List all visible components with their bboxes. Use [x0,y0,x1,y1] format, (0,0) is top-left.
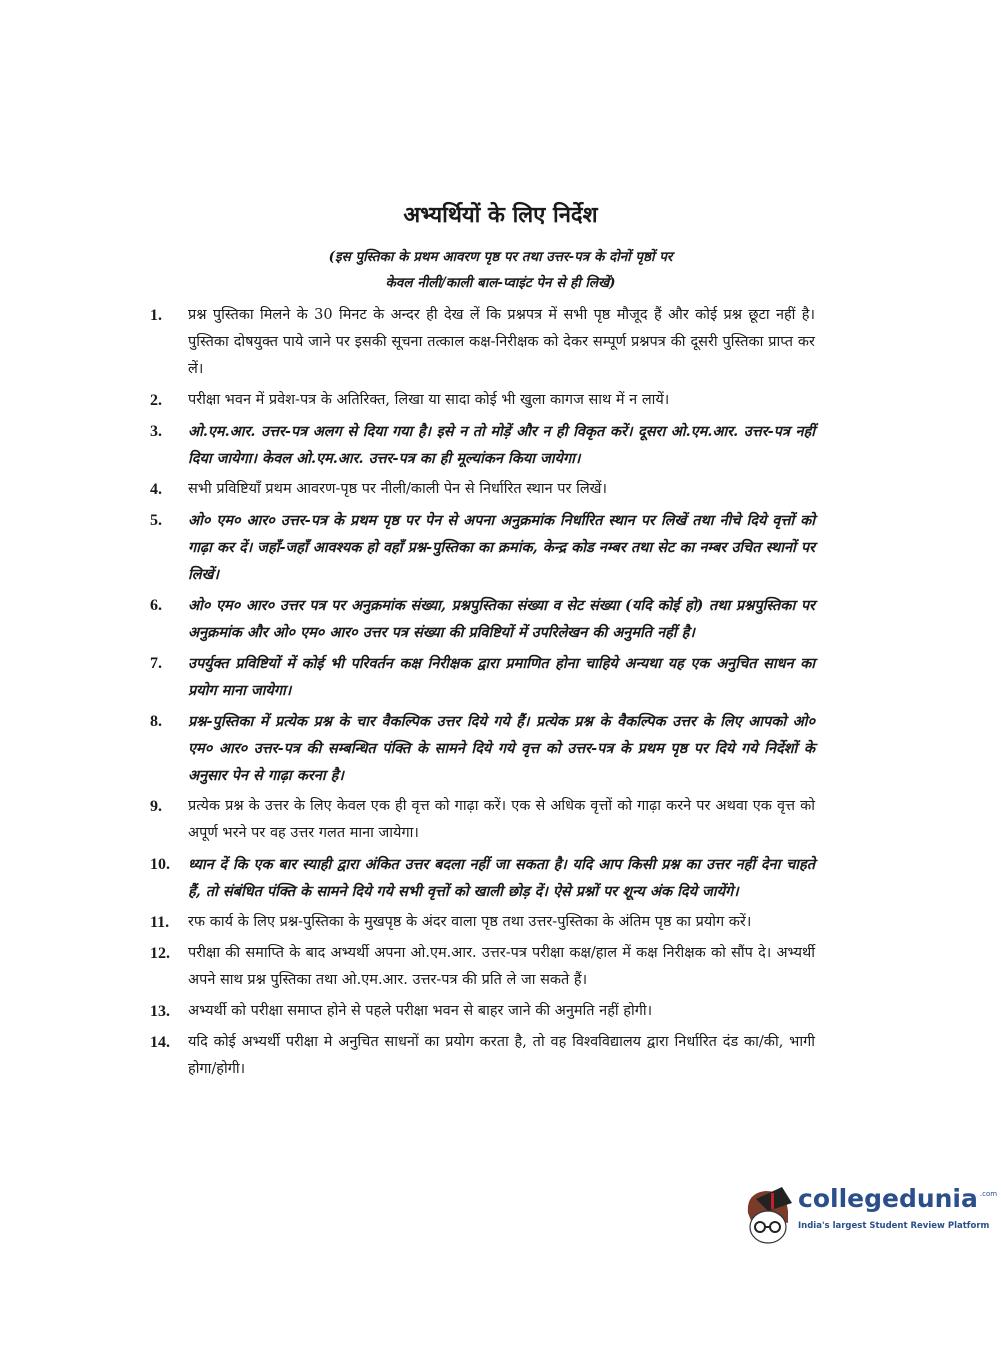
subtitle-line-1: (इस पुस्तिका के प्रथम आवरण पृष्ठ पर तथा उत्तर-पत्र के दोनों पृष्ठों पर [328,249,673,265]
instruction-item [150,851,815,905]
item-text: उपर्युक्त प्रविष्टियों में कोई भी परिवर्तन कक्ष निरीक्षक द्वारा प्रमाणित होना चाहिये अन्यथा यह एक अनुचित साधन का प्रयोग माना जायेगा। [188,655,815,699]
instruction-item [150,592,815,646]
mascot-icon [742,1183,794,1251]
item-text: परीक्षा की समाप्ति के बाद अभ्यर्थी अपना ओ.एम.आर. उत्तर-पत्र परीक्षा कक्ष/हाल में कक्ष निरीक्षक को सौंप दे। अभ्यर्थी अपने साथ प्रश्न पुस्तिका तथा ओ.एम.आर. उत्तर-पत्र की प्रति ले जा सकते हैं। [188,945,815,988]
logo-wordmark: collegedunia [798,1184,978,1213]
subtitle-line-2: केवल नीली/काली बाल-प्वाइंट पेन से ही लिखें) [385,275,616,291]
logo-text [798,1183,997,1233]
item-number: 11. [150,914,170,931]
item-text: परीक्षा भवन में प्रवेश-पत्र के अतिरिक्त, लिखा या सादा कोई भी खुला कागज साथ में न लायें। [188,392,670,408]
instruction-item [150,302,815,383]
item-text: अभ्यर्थी को परीक्षा समाप्त होने से पहले परीक्षा भवन से बाहर जाने की अनुमति नहीं होगी। [188,1003,653,1019]
instruction-item [150,507,815,588]
item-text: प्रश्न पुस्तिका मिलने के 30 मिनट के अन्दर ही देख लें कि प्रश्नपत्र में सभी पृष्ठ मौजूद हैं और कोई प्रश्न छूटा नहीं है। पुस्तिका दोषयुक्त पाये जाने पर इसकी सूचना तत्काल कक्ष-निरीक्षक को देकर सम्पूर्ण प्रश्नपत्र की दूसरी पुस्तिका प्राप्त कर लें। [188,307,815,377]
item-number: 4. [150,481,162,498]
item-number: 12. [150,945,170,962]
instruction-item [150,1029,815,1083]
logo-suffix: .com [979,1190,998,1198]
item-number: 14. [150,1034,170,1051]
item-number: 10. [150,856,170,873]
item-number: 6. [150,597,162,614]
instruction-item [150,793,815,847]
item-number: 8. [150,713,162,730]
item-text: ओ० एम० आर० उत्तर पत्र पर अनुक्रमांक संख्या, प्रश्नपुस्तिका संख्या व सेट संख्या (यदि कोई हो) तथा प्रश्नपुस्तिका पर अनुक्रमांक और ओ० एम० आर० उत्तर पत्र संख्या की प्रविष्टियों में उपरिलेखन की अनुमति नहीं है। [188,597,815,641]
instruction-item [150,650,815,704]
collegedunia-logo [742,1183,998,1251]
item-number: 7. [150,655,162,672]
item-number: 2. [150,392,162,409]
item-text: प्रश्न-पुस्तिका में प्रत्येक प्रश्न के चार वैकल्पिक उत्तर दिये गये हैं। प्रत्येक प्रश्न के वैकल्पिक उत्तर के लिए आपको ओ० एम० आर० उत्तर-पत्र की सम्बन्धित पंक्ति के सामने दिये गये वृत्त को उत्तर-पत्र के प्रथम पृष्ठ पर दिये गये निर्देशों के अनुसार पेन से गाढ़ा करना है। [188,713,815,784]
instruction-item [150,387,815,414]
item-text: ओ.एम.आर. उत्तर-पत्र अलग से दिया गया है। इसे न तो मोड़ें और न ही विकृत करें। दूसरा ओ.एम.आर. उत्तर-पत्र नहीं दिया जायेगा। केवल ओ.एम.आर. उत्तर-पत्र का ही मूल्यांकन किया जायेगा। [188,423,815,467]
item-number: 1. [150,307,162,324]
instruction-list [150,302,815,1083]
item-number: 3. [150,423,162,440]
instruction-item [150,940,815,994]
item-number: 13. [150,1003,170,1020]
instruction-item [150,418,815,472]
item-text: प्रत्येक प्रश्न के उत्तर के लिए केवल एक ही वृत्त को गाढ़ा करें। एक से अधिक वृत्तों को गाढ़ा करने पर अथवा एक वृत्त को अपूर्ण भरने पर वह उत्तर गलत माना जायेगा। [188,798,815,841]
item-text: रफ कार्य के लिए प्रश्न-पुस्तिका के मुखपृष्ठ के अंदर वाला पृष्ठ तथा उत्तर-पुस्तिका के अंतिम पृष्ठ का प्रयोग करें। [188,914,752,930]
page-title: अभ्यर्थियों के लिए निर्देश [403,202,598,228]
item-text: ओ० एम० आर० उत्तर-पत्र के प्रथम पृष्ठ पर पेन से अपना अनुक्रमांक निर्धारित स्थान पर लिखें तथा नीचे दिये वृत्तों को गाढ़ा कर दें। जहाँ-जहाँ आवश्यक हो वहाँ प्रश्न-पुस्तिका का क्रमांक, केन्द्र कोड नम्बर तथा सेट का नम्बर उचित स्थानों पर लिखें। [188,512,815,583]
instruction-item [150,998,815,1025]
item-text: ध्यान दें कि एक बार स्याही द्वारा अंकित उत्तर बदला नहीं जा सकता है। यदि आप किसी प्रश्न का उत्तर नहीं देना चाहते हैं, तो संबंधित पंक्ति के सामने दिये गये सभी वृत्तों को खाली छोड़ दें। ऐसे प्रश्नों पर शून्य अंक दिये जायेंगे। [188,856,815,900]
item-text: यदि कोई अभ्यर्थी परीक्षा मे अनुचित साधनों का प्रयोग करता है, तो वह विश्वविद्यालय द्वारा निर्धारित दंड का/की, भागी होगा/होगी। [188,1034,815,1077]
item-number: 9. [150,798,162,815]
instruction-item [150,476,815,503]
item-text: सभी प्रविष्टियाँ प्रथम आवरण-पृष्ठ पर नीली/काली पेन से निर्धारित स्थान पर लिखें। [188,481,608,497]
logo-tagline: India's largest Student Review Platform [798,1221,990,1231]
instruction-item [150,708,815,789]
instruction-item [150,909,815,936]
logo-row [798,1183,997,1215]
item-number: 5. [150,512,162,529]
